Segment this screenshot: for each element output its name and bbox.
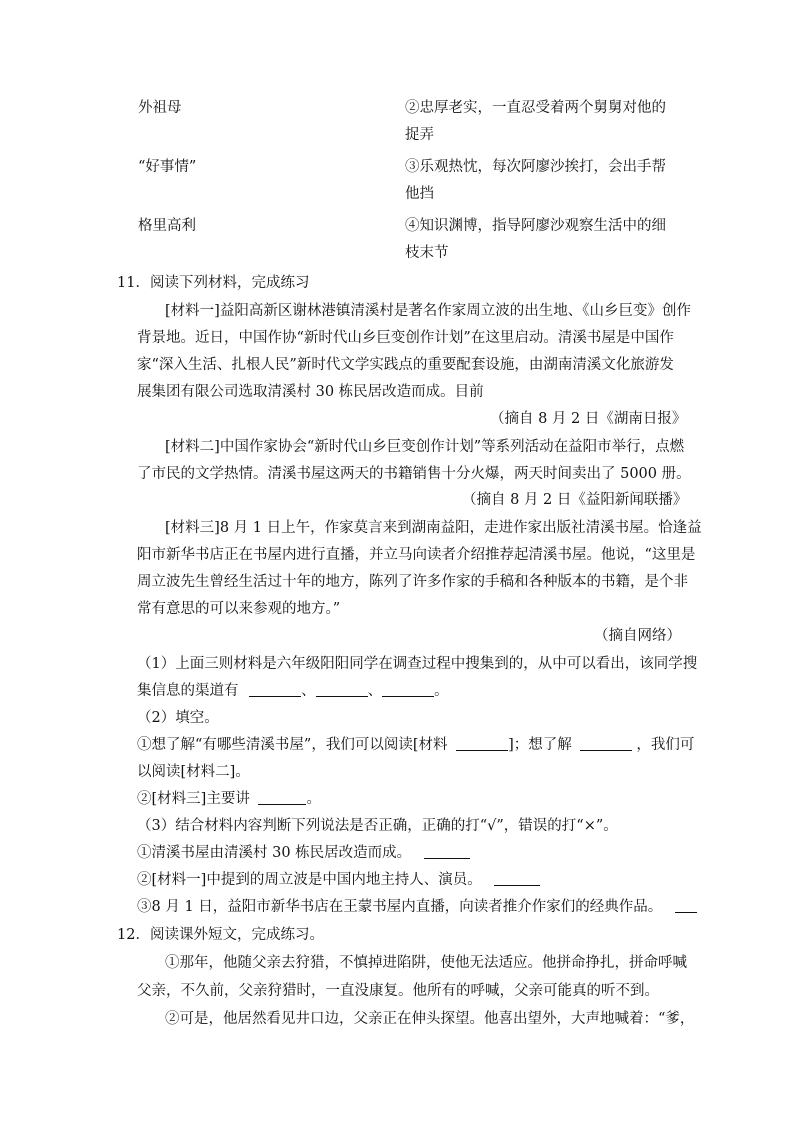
material-3-line: 周立波先生曾经生活过十年的地方，陈列了许多作家的手稿和各种版本的书籍，是个非 bbox=[137, 574, 688, 590]
separator: 、 bbox=[301, 683, 316, 699]
answer-blank[interactable] bbox=[316, 682, 368, 697]
table-right-cell: ②忠厚老实，一直忍受着两个舅舅对他的 bbox=[405, 100, 666, 116]
period: 。 bbox=[306, 791, 321, 807]
answer-blank[interactable] bbox=[249, 682, 301, 697]
answer-blank[interactable] bbox=[580, 736, 632, 751]
table-right-cell: ④知识渊博，指导阿廖沙观察生活中的细 bbox=[405, 218, 666, 234]
material-1-line: 展集团有限公司选取清溪村 30 栋民居改造而成。目前 bbox=[137, 384, 484, 400]
sub-question-1-line2 bbox=[137, 681, 449, 701]
table-right-cell-cont: 他挡 bbox=[405, 186, 434, 202]
material-1-source: （摘自 8 月 2 日《湖南日报》 bbox=[490, 411, 687, 427]
material-3-line: 阳市新华书店正在书屋内进行直播，并立马向读者介绍推荐起清溪书屋。他说，“这里是 bbox=[137, 547, 696, 563]
answer-blank[interactable] bbox=[258, 790, 306, 805]
sub-question-1: （1）上面三则材料是六年级阳阳同学在调查过程中搜集到的，从中可以看出，该同学搜 bbox=[137, 656, 698, 672]
sub-question-3-title: （3）结合材料内容判断下列说法是否正确，正确的打“√”，错误的打“×”。 bbox=[137, 818, 618, 834]
sub-question-2-title: （2）填空。 bbox=[137, 710, 219, 726]
answer-blank[interactable] bbox=[424, 844, 470, 859]
judgement-item bbox=[137, 897, 697, 917]
judgement-text: ②[材料一]中提到的周立波是中国内地主持人、演员。 bbox=[137, 872, 482, 888]
judgement-text: ③8 月 1 日，益阳市新华书店在王蒙书屋内直播，向读者推介作家们的经典作品。 bbox=[137, 899, 663, 915]
answer-blank[interactable] bbox=[456, 736, 508, 751]
answer-blank[interactable] bbox=[382, 682, 434, 697]
judgement-text: ①清溪书屋由清溪村 30 栋民居改造而成。 bbox=[137, 845, 412, 861]
material-2-source: （摘自 8 月 2 日《益阳新闻联播》 bbox=[462, 492, 688, 508]
table-right-cell-cont: 枝末节 bbox=[405, 245, 449, 261]
answer-blank[interactable] bbox=[494, 871, 540, 886]
passage-line: 父亲，不久前，父亲狩猎时，一直没康复。他所有的呼喊，父亲可能真的听不到。 bbox=[137, 983, 659, 999]
answer-blank[interactable] bbox=[675, 898, 697, 913]
sub-question-1-prefix: 集信息的渠道有 bbox=[137, 683, 239, 699]
sub-question-2-a bbox=[137, 735, 694, 755]
material-1-line: 背景地。近日，中国作协“新时代山乡巨变创作计划”在这里启动。清溪书屋是中国作 bbox=[137, 330, 674, 346]
table-left-cell: 外祖母 bbox=[138, 100, 182, 116]
q2a-part1: ①想了解“有哪些清溪书屋”，我们可以阅读[材料 bbox=[137, 737, 448, 753]
material-2-line: 了市民的文学热情。清溪书屋这两天的书籍销售十分火爆，两天时间卖出了 5000 册。 bbox=[137, 466, 691, 482]
material-1-line: 家“深入生活、扎根人民”新时代文学实践点的重要配套设施，由湖南清溪文化旅游发 bbox=[137, 357, 674, 373]
period: 。 bbox=[434, 683, 449, 699]
q2b-text: ②[材料三]主要讲 bbox=[137, 791, 250, 807]
table-right-cell-cont: 捉弄 bbox=[405, 127, 434, 143]
q2a-part3: ，我们可 bbox=[636, 737, 695, 753]
table-left-cell: “好事情” bbox=[138, 159, 197, 175]
table-right-cell: ③乐观热忱，每次阿廖沙挨打，会出手帮 bbox=[405, 159, 666, 175]
material-2-line: [材料二]中国作家协会“新时代山乡巨变创作计划”等系列活动在益阳市举行，点燃 bbox=[165, 439, 685, 455]
passage-line: ①那年，他随父亲去狩猎，不慎掉进陷阱，使他无法适应。他拼命挣扎，拼命呼喊 bbox=[165, 955, 687, 971]
sub-question-2-b bbox=[137, 789, 321, 809]
material-3-source: （摘自网络） bbox=[594, 628, 681, 644]
separator: 、 bbox=[367, 683, 383, 699]
passage-line: ②可是，他居然看见井口边，父亲正在伸头探望。他喜出望外，大声地喊着：“爹， bbox=[165, 1011, 695, 1027]
material-3-line: [材料三]8 月 1 日上午，作家莫言来到湖南益阳，走进作家出版社清溪书屋。恰逢益 bbox=[165, 520, 702, 536]
material-3-line: 常有意思的可以来参观的地方。” bbox=[137, 601, 341, 617]
material-1-line: [材料一]益阳高新区谢林港镇清溪村是著名作家周立波的出生地、《山乡巨变》创作 bbox=[165, 303, 692, 319]
sub-question-2-a-line2: 以阅读[材料二]。 bbox=[137, 764, 250, 780]
table-left-cell: 格里高利 bbox=[138, 218, 196, 234]
q2a-part2: ]；想了解 bbox=[508, 737, 572, 753]
judgement-item bbox=[137, 843, 470, 863]
question-11-heading: 11．阅读下列材料，完成练习 bbox=[117, 275, 310, 291]
judgement-item bbox=[137, 870, 540, 890]
question-12-heading: 12．阅读课外短文，完成练习。 bbox=[117, 927, 324, 943]
